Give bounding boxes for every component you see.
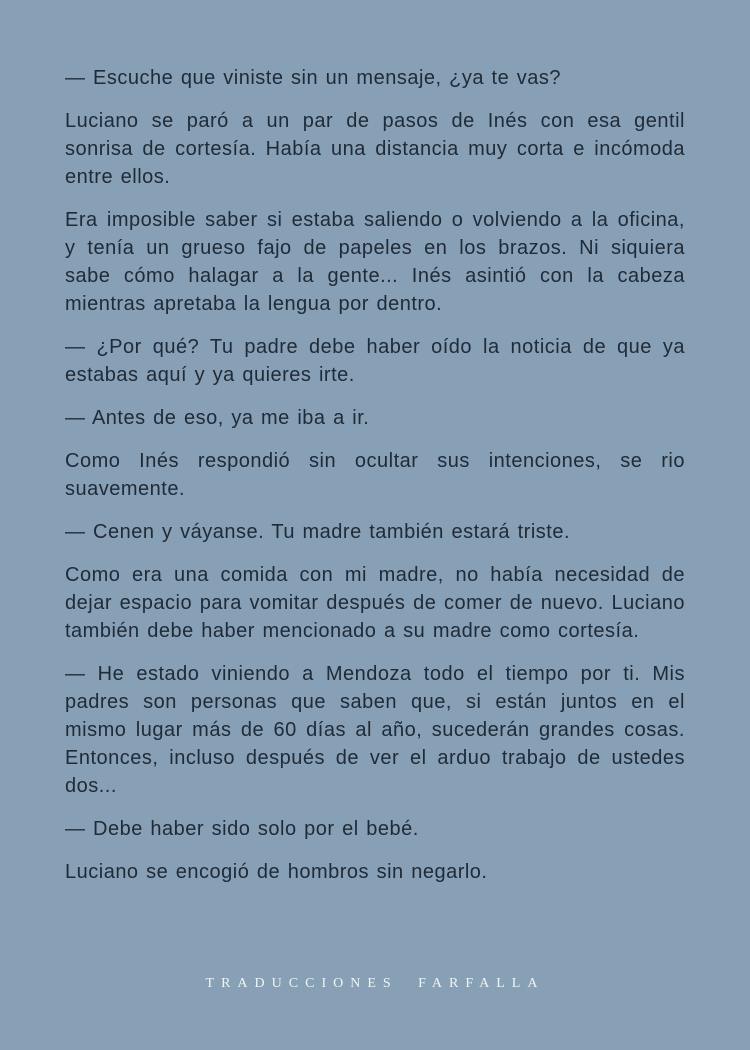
narration-paragraph: Como Inés respondió sin ocultar sus intenciones, se rio suavemente. <box>65 450 685 500</box>
narration-paragraph: Era imposible saber si estaba saliendo o volviendo a la oficina, y tenía un grueso fajo de papeles en los brazos. Ni siquiera sabe cómo halagar a la gente... Inés asintió con la cabeza mientras apretaba la lengua por dentro. <box>65 209 685 315</box>
dialogue-paragraph: — ¿Por qué? Tu padre debe haber oído la noticia de que ya estabas aquí y ya quieres irte. <box>65 336 685 386</box>
dialogue-paragraph: — He estado viniendo a Mendoza todo el tiempo por ti. Mis padres son personas que saben que, si están juntos en el mismo lugar más de 60 días al año, sucederán grandes cosas. Entonces, incluso después de ver el arduo trabajo de ustedes dos... <box>65 663 685 797</box>
dialogue-paragraph: — Escuche que viniste sin un mensaje, ¿ya te vas? <box>65 67 562 89</box>
narration-paragraph: Como era una comida con mi madre, no había necesidad de dejar espacio para vomitar después de comer de nuevo. Luciano también debe haber mencionado a su madre como cortesía. <box>65 564 685 642</box>
translator-credit: TRADUCCIONES FARFALLA <box>205 976 545 991</box>
translated-text-block <box>65 64 685 886</box>
page-footer <box>0 974 750 992</box>
narration-paragraph: Luciano se paró a un par de pasos de Inés con esa gentil sonrisa de cortesía. Había una distancia muy corta e incómoda entre ellos. <box>65 110 685 188</box>
dialogue-paragraph: — Cenen y váyanse. Tu madre también estará triste. <box>65 521 570 543</box>
dialogue-paragraph: — Debe haber sido solo por el bebé. <box>65 818 419 840</box>
narration-paragraph: Luciano se encogió de hombros sin negarlo. <box>65 861 488 883</box>
dialogue-paragraph: — Antes de eso, ya me iba a ir. <box>65 407 370 429</box>
